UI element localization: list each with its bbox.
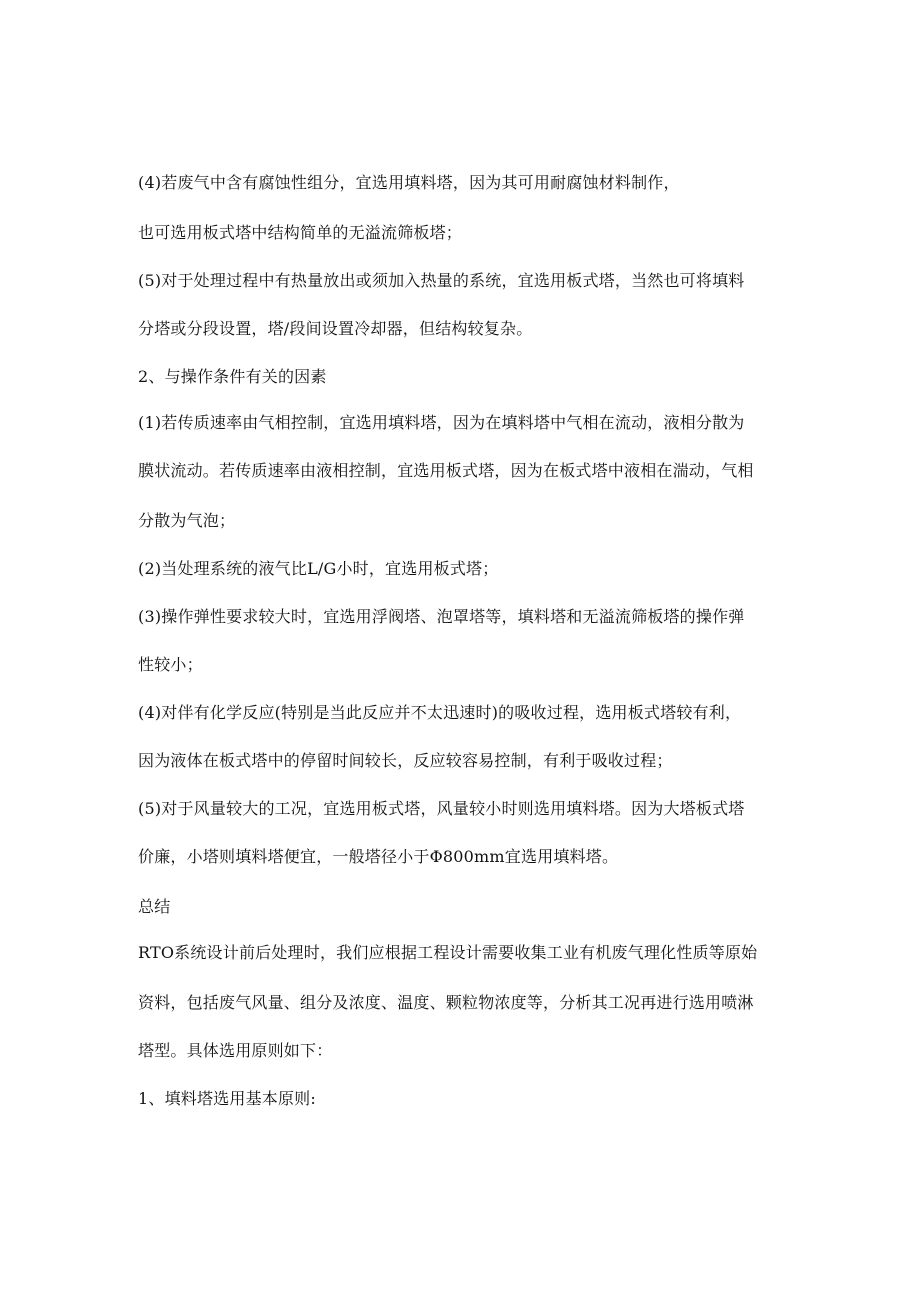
paragraph-line: 因为液体在板式塔中的停留时间较长，反应较容易控制，有利于吸收过程； xyxy=(138,751,673,770)
paragraph-line: 价廉，小塔则填料塔便宜，一般塔径小于Φ800mm宜选用填料塔。 xyxy=(138,847,619,866)
paragraph-line: (4)对伴有化学反应(特别是当此反应并不太迅速时)的吸收过程，选用板式塔较有利， xyxy=(138,703,742,722)
paragraph-line: 塔型。具体选用原则如下： xyxy=(138,1041,333,1060)
section-heading: 1、填料塔选用基本原则: xyxy=(138,1089,316,1108)
paragraph-line: (4)若废气中含有腐蚀性组分，宜选用填料塔，因为其可用耐腐蚀材料制作， xyxy=(138,173,680,192)
paragraph-line: 资料，包括废气风量、组分及浓度、温度、颗粒物浓度等，分析其工况再进行选用喷淋 xyxy=(138,993,754,1012)
paragraph-line: (1)若传质速率由气相控制，宜选用填料塔，因为在填料塔中气相在流动，液相分散为 xyxy=(138,413,745,432)
paragraph-line: 也可选用板式塔中结构简单的无溢流筛板塔； xyxy=(138,223,463,242)
paragraph-line: (5)对于处理过程中有热量放出或须加入热量的系统，宜选用板式塔，当然也可将填料 xyxy=(138,271,745,290)
paragraph-line: 分塔或分段设置，塔/段间设置冷却器，但结构较复杂。 xyxy=(138,319,533,338)
paragraph-line: RTO系统设计前后处理时，我们应根据工程设计需要收集工业有机废气理化性质等原始 xyxy=(138,943,758,962)
paragraph-line: 分散为气泡； xyxy=(138,511,236,530)
section-heading: 2、与操作条件有关的因素 xyxy=(138,367,327,386)
paragraph-line: 性较小； xyxy=(138,655,203,674)
paragraph-line: (2)当处理系统的液气比L/G小时，宜选用板式塔； xyxy=(138,559,499,578)
paragraph-line: (5)对于风量较大的工况，宜选用板式塔，风量较小时则选用填料塔。因为大塔板式塔 xyxy=(138,799,745,818)
section-heading: 总结 xyxy=(138,897,171,916)
paragraph-line: (3)操作弹性要求较大时，宜选用浮阀塔、泡罩塔等，填料塔和无溢流筛板塔的操作弹 xyxy=(138,607,745,626)
paragraph-line: 膜状流动。若传质速率由液相控制，宜选用板式塔，因为在板式塔中液相在湍动，气相 xyxy=(138,461,754,480)
